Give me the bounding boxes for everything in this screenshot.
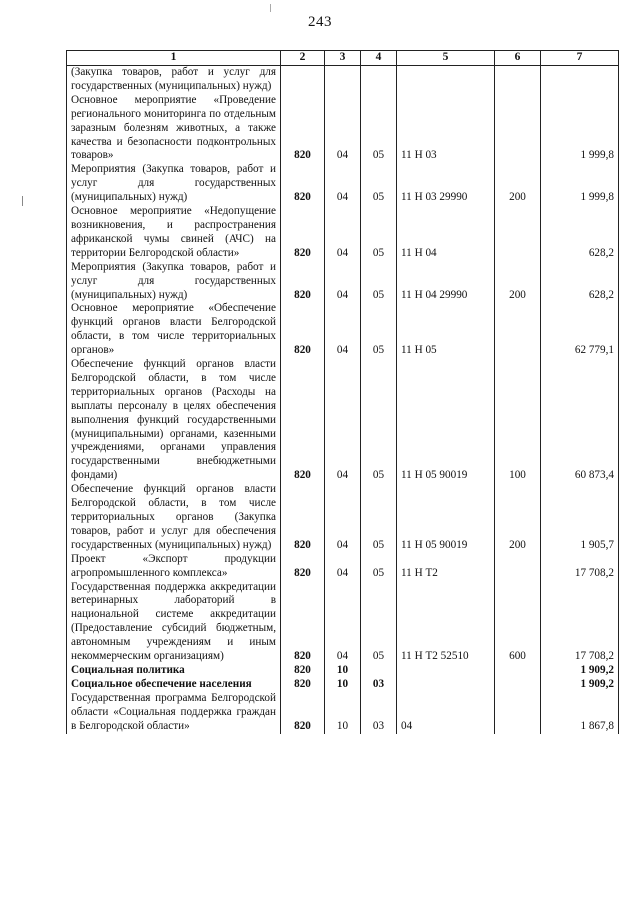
cell-expense-type: 600 bbox=[495, 581, 541, 664]
cell-subsection: 05 bbox=[361, 302, 397, 358]
cell-subsection: 05 bbox=[361, 581, 397, 664]
cell-amount: 1 999,8 bbox=[541, 94, 619, 164]
cell-expense-type bbox=[495, 664, 541, 678]
table-row bbox=[67, 553, 619, 581]
row-description: Обеспечение функций органов власти Белгородской области, в том числе территориальных органов (Закупка товаров, работ и услуг для обеспечения государственных (муниципальных) нужд) bbox=[67, 483, 281, 553]
row-description: Основное мероприятие «Обеспечение функций органов власти Белгородской области, в том числе территориальных органов» bbox=[67, 302, 281, 358]
table-row bbox=[67, 692, 619, 734]
cell-section: 04 bbox=[325, 163, 361, 205]
cell-section: 04 bbox=[325, 483, 361, 553]
cell-subsection: 05 bbox=[361, 358, 397, 483]
cell-ministry: 820 bbox=[281, 483, 325, 553]
row-description: Государственная поддержка аккредитации ветеринарных лабораторий в национальной системе аккредитации (Предоставление субсидий бюджетным, автономным учреждениям и иным некоммерческим организациям) bbox=[67, 581, 281, 664]
cell-target bbox=[397, 664, 495, 678]
table-row bbox=[67, 358, 619, 483]
cell-amount: 62 779,1 bbox=[541, 302, 619, 358]
cell-subsection: 05 bbox=[361, 261, 397, 303]
cell-target: 11 Н 04 29990 bbox=[397, 261, 495, 303]
cell-section: 04 bbox=[325, 205, 361, 261]
header-col-2: 2 bbox=[281, 51, 325, 66]
header-col-6: 6 bbox=[495, 51, 541, 66]
table-row bbox=[67, 678, 619, 692]
cell-section: 10 bbox=[325, 692, 361, 734]
cell-section: 04 bbox=[325, 553, 361, 581]
cell-target: 11 Н 03 29990 bbox=[397, 163, 495, 205]
page-number: 243 bbox=[308, 14, 332, 30]
cell-amount: 17 708,2 bbox=[541, 581, 619, 664]
cell-ministry: 820 bbox=[281, 692, 325, 734]
cell-target bbox=[397, 66, 495, 94]
cell-target bbox=[397, 678, 495, 692]
table-row bbox=[67, 302, 619, 358]
cell-target: 11 Н Т2 52510 bbox=[397, 581, 495, 664]
cell-section: 10 bbox=[325, 664, 361, 678]
row-description: Обеспечение функций органов власти Белгородской области, в том числе территориальных органов (Расходы на выплаты персоналу в целях обеспечения выполнения функций государственными (муниципальными) органами, казенными учреждениями, органами управления государственными внебюджетными фондами) bbox=[67, 358, 281, 483]
row-description: (Закупка товаров, работ и услуг для государственных (муниципальных) нужд) bbox=[67, 66, 281, 94]
header-col-5: 5 bbox=[397, 51, 495, 66]
cell-ministry: 820 bbox=[281, 358, 325, 483]
header-col-1: 1 bbox=[67, 51, 281, 66]
cell-ministry: 820 bbox=[281, 678, 325, 692]
row-description: Основное мероприятие «Проведение регионального мониторинга по отдельным заразным болезням животных, а также качества и безопасности подконтрольных товаров» bbox=[67, 94, 281, 164]
header-col-3: 3 bbox=[325, 51, 361, 66]
cell-section bbox=[325, 66, 361, 94]
cell-expense-type: 200 bbox=[495, 163, 541, 205]
cell-section: 04 bbox=[325, 261, 361, 303]
row-description: Мероприятия (Закупка товаров, работ и услуг для государственных (муниципальных) нужд) bbox=[67, 261, 281, 303]
row-description: Социальное обеспечение населения bbox=[67, 678, 281, 692]
cell-subsection: 05 bbox=[361, 94, 397, 164]
table-row bbox=[67, 581, 619, 664]
cell-ministry: 820 bbox=[281, 163, 325, 205]
scan-mark bbox=[270, 4, 272, 12]
cell-target: 11 Н 04 bbox=[397, 205, 495, 261]
cell-subsection: 05 bbox=[361, 163, 397, 205]
cell-expense-type bbox=[495, 678, 541, 692]
cell-section: 04 bbox=[325, 302, 361, 358]
budget-table bbox=[66, 50, 619, 734]
cell-expense-type: 100 bbox=[495, 358, 541, 483]
cell-target: 11 Н 05 bbox=[397, 302, 495, 358]
cell-section: 04 bbox=[325, 581, 361, 664]
cell-subsection: 03 bbox=[361, 678, 397, 692]
cell-amount: 1 909,2 bbox=[541, 678, 619, 692]
cell-subsection bbox=[361, 66, 397, 94]
cell-amount: 17 708,2 bbox=[541, 553, 619, 581]
cell-expense-type bbox=[495, 66, 541, 94]
cell-expense-type bbox=[495, 94, 541, 164]
cell-subsection: 05 bbox=[361, 483, 397, 553]
scan-mark bbox=[22, 196, 24, 206]
cell-subsection: 05 bbox=[361, 553, 397, 581]
cell-section: 04 bbox=[325, 358, 361, 483]
row-description: Социальная политика bbox=[67, 664, 281, 678]
cell-target: 11 Н 05 90019 bbox=[397, 358, 495, 483]
table-row bbox=[67, 261, 619, 303]
cell-amount: 60 873,4 bbox=[541, 358, 619, 483]
table-row bbox=[67, 205, 619, 261]
cell-amount: 628,2 bbox=[541, 261, 619, 303]
cell-ministry: 820 bbox=[281, 205, 325, 261]
row-description: Государственная программа Белгородской области «Социальная поддержка граждан в Белгородской области» bbox=[67, 692, 281, 734]
cell-amount bbox=[541, 66, 619, 94]
cell-expense-type: 200 bbox=[495, 261, 541, 303]
cell-section: 04 bbox=[325, 94, 361, 164]
cell-target: 04 bbox=[397, 692, 495, 734]
cell-target: 11 Н Т2 bbox=[397, 553, 495, 581]
cell-section: 10 bbox=[325, 678, 361, 692]
cell-expense-type: 200 bbox=[495, 483, 541, 553]
cell-ministry: 820 bbox=[281, 94, 325, 164]
table-header bbox=[67, 51, 619, 66]
cell-expense-type bbox=[495, 302, 541, 358]
table-row bbox=[67, 163, 619, 205]
row-description: Мероприятия (Закупка товаров, работ и услуг для государственных (муниципальных) нужд) bbox=[67, 163, 281, 205]
cell-target: 11 Н 05 90019 bbox=[397, 483, 495, 553]
cell-amount: 1 867,8 bbox=[541, 692, 619, 734]
cell-amount: 628,2 bbox=[541, 205, 619, 261]
table-row bbox=[67, 664, 619, 678]
cell-amount: 1 999,8 bbox=[541, 163, 619, 205]
row-description: Основное мероприятие «Недопущение возникновения, и распространения африканской чумы свиней (АЧС) на территории Белгородской области» bbox=[67, 205, 281, 261]
table-body bbox=[67, 66, 619, 734]
row-description: Проект «Экспорт продукции агропромышленного комплекса» bbox=[67, 553, 281, 581]
cell-ministry bbox=[281, 66, 325, 94]
table-row bbox=[67, 483, 619, 553]
cell-expense-type bbox=[495, 205, 541, 261]
cell-expense-type bbox=[495, 692, 541, 734]
cell-ministry: 820 bbox=[281, 553, 325, 581]
cell-subsection: 03 bbox=[361, 692, 397, 734]
header-col-7: 7 bbox=[541, 51, 619, 66]
cell-amount: 1 905,7 bbox=[541, 483, 619, 553]
cell-ministry: 820 bbox=[281, 581, 325, 664]
table-row bbox=[67, 94, 619, 164]
cell-subsection bbox=[361, 664, 397, 678]
header-col-4: 4 bbox=[361, 51, 397, 66]
cell-target: 11 Н 03 bbox=[397, 94, 495, 164]
cell-ministry: 820 bbox=[281, 302, 325, 358]
cell-ministry: 820 bbox=[281, 261, 325, 303]
cell-expense-type bbox=[495, 553, 541, 581]
cell-amount: 1 909,2 bbox=[541, 664, 619, 678]
cell-ministry: 820 bbox=[281, 664, 325, 678]
cell-subsection: 05 bbox=[361, 205, 397, 261]
header-row bbox=[67, 51, 619, 66]
table-row bbox=[67, 66, 619, 94]
